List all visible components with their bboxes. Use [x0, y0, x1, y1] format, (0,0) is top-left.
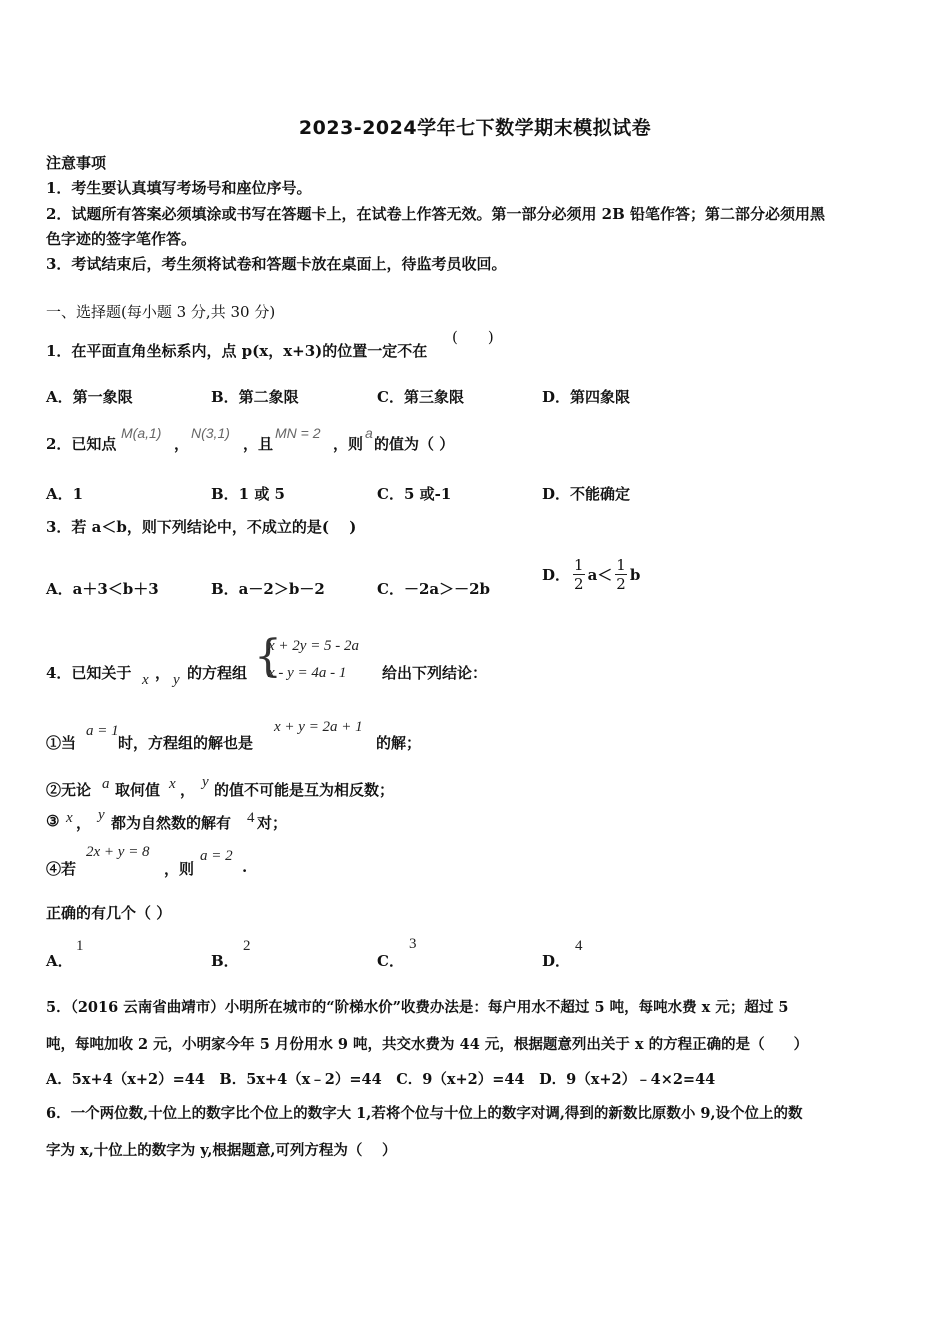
q3-option-c: C．－2a＞－2b — [377, 580, 491, 598]
page-title: 2023-2024学年七下数学期末模拟试卷 — [298, 117, 652, 139]
q4-option-d-label: D． — [542, 952, 571, 970]
q2-option-c: C．5 或-1 — [377, 485, 452, 503]
q4-conclusion-3-count: 4 — [247, 810, 255, 826]
q1-paren: ( ) — [452, 328, 494, 346]
q4-question: 正确的有几个（ ） — [46, 904, 172, 922]
q4-conclusion-1-equation: x + y = 2a + 1 — [274, 719, 363, 735]
q6-line-1: 6．一个两位数,十位上的数字比个位上的数字大 1,若将个位与十位上的数字对调,得到的新数比原数小 9,设个位上的数 — [46, 1105, 803, 1122]
q2-option-a: A．1 — [46, 485, 84, 503]
q2-stem-part5: 的值为（ ） — [374, 435, 455, 453]
q3-option-d-end: b — [629, 565, 641, 584]
q2-option-d: D．不能确定 — [542, 485, 631, 503]
q4-stem-part3: 给出下列结论： — [382, 664, 488, 682]
q4-option-b-label: B． — [211, 952, 239, 970]
q1-option-c: C．第三象限 — [377, 388, 464, 406]
q4-conclusion-3-end: 对； — [257, 814, 288, 832]
q4-conclusion-3-comma: ， — [76, 814, 92, 832]
q2-stem-part1: 2．已知点 — [46, 435, 117, 453]
q6-line-2: 字为 x,十位上的数字为 y,根据题意,可列方程为（ ） — [46, 1142, 397, 1159]
q4-conclusion-2-y: y — [202, 774, 209, 790]
q4-conclusion-3-middle: 都为自然数的解有 — [111, 814, 232, 832]
q4-system-brace: { — [254, 631, 282, 682]
q4-conclusion-1-condition: a = 1 — [86, 723, 119, 739]
notice-item-2-cont: 色字迹的签字笔作答。 — [46, 230, 197, 248]
q4-conclusion-2-a: a — [102, 776, 110, 792]
q4-variable-x: x — [142, 672, 149, 688]
q2-condition-mn: MN = 2 — [275, 425, 321, 441]
q4-conclusion-3-x: x — [66, 810, 73, 826]
q3-option-d — [542, 556, 640, 593]
q4-conclusion-1-middle: 时，方程组的解也是 — [118, 734, 254, 752]
q3-option-b: B．a－2＞b－2 — [211, 580, 325, 598]
q4-option-b-value: 2 — [243, 938, 251, 954]
q2-stem-part3: ，且 — [243, 435, 274, 453]
q2-point-n: N(3,1) — [191, 425, 230, 441]
q5-line-1: 5．（2016 云南省曲靖市）小明所在城市的“阶梯水价”收费办法是：每户用水不超过 5 吨，每吨水费 x 元；超过 5 — [46, 999, 789, 1016]
q4-equation-1: x + 2y = 5 - 2a — [268, 638, 360, 654]
q2-stem-part4: ，则 — [333, 435, 364, 453]
q4-stem-part1: 4．已知关于 — [46, 664, 132, 682]
q4-conclusion-3-start: ③ — [46, 812, 60, 830]
q3-option-d-fraction-1: $\frac{1}{2}$ — [574, 556, 584, 593]
q4-conclusion-2-x: x — [169, 776, 176, 792]
q3-stem: 3．若 a＜b，则下列结论中，不成立的是( ) — [46, 518, 357, 536]
q3-option-d-fraction-2: $\frac{1}{2}$ — [616, 556, 626, 593]
q4-option-a-label: A． — [46, 952, 73, 970]
q4-conclusion-3-y: y — [98, 807, 105, 823]
q2-point-m: M(a,1) — [121, 425, 162, 441]
q4-equation-2: x - y = 4a - 1 — [268, 665, 347, 681]
q5-line-2: 吨，每吨加收 2 元，小明家今年 5 月份用水 9 吨，共交水费为 44 元，根据题意列出关于 x 的方程正确的是（ ） — [46, 1036, 809, 1053]
notice-item-2: 2．试题所有答案必须填涂或书写在答题卡上，在试卷上作答无效。第一部分必须用 2B 铅笔作答；第二部分必须用黑 — [46, 205, 826, 223]
q2-stem-part2: ， — [174, 435, 190, 453]
notice-item-3: 3．考试结束后，考生须将试卷和答题卡放在桌面上，待监考员收回。 — [46, 255, 507, 273]
q4-conclusion-4-result: a = 2 — [200, 848, 233, 864]
q4-conclusion-2-comma: ， — [180, 781, 196, 799]
q4-conclusion-2-end: 的值不可能是互为相反数； — [214, 781, 395, 799]
q1-option-d: D．第四象限 — [542, 388, 631, 406]
q2-variable-a: a — [365, 425, 373, 441]
q4-option-a-value: 1 — [76, 938, 84, 954]
q4-stem-comma: ， — [155, 664, 171, 682]
q4-option-d-value: 4 — [575, 938, 583, 954]
section-heading: 一、选择题(每小题 3 分,共 30 分) — [46, 303, 276, 321]
q3-option-a: A．a＋3＜b＋3 — [46, 580, 159, 598]
q2-option-b: B．1 或 5 — [211, 485, 285, 503]
q1-option-a: A．第一象限 — [46, 388, 133, 406]
q4-conclusion-1-end: 的解； — [376, 734, 422, 752]
q5-options: A．5x+4（x+2）=44 B．5x+4（x﹣2）=44 C．9（x+2）=44 D．9（x+2）﹣4×2=44 — [46, 1071, 716, 1088]
notice-item-1: 1．考生要认真填写考场号和座位序号。 — [46, 179, 312, 197]
q4-variable-y: y — [173, 672, 180, 688]
q1-option-b: B．第二象限 — [211, 388, 299, 406]
q4-conclusion-4-equation: 2x + y = 8 — [86, 844, 150, 860]
q4-conclusion-2-start: ②无论 — [46, 781, 92, 799]
q4-conclusion-1-start: ①当 — [46, 734, 77, 752]
q4-stem-part2: 的方程组 — [187, 664, 248, 682]
q4-option-c-value: 3 — [409, 936, 417, 952]
q1-stem: 1．在平面直角坐标系内，点 p(x，x+3)的位置一定不在 — [46, 342, 428, 360]
q4-conclusion-4-middle: ，则 — [164, 860, 195, 878]
q3-option-d-label: D． — [542, 566, 571, 584]
q3-option-d-middle: a＜ — [587, 566, 613, 584]
q4-conclusion-4-end: . — [242, 858, 248, 876]
notice-heading: 注意事项 — [46, 154, 107, 172]
q4-conclusion-2-middle: 取何值 — [115, 781, 161, 799]
q4-conclusion-4-start: ④若 — [46, 860, 77, 878]
q4-option-c-label: C． — [377, 952, 404, 970]
